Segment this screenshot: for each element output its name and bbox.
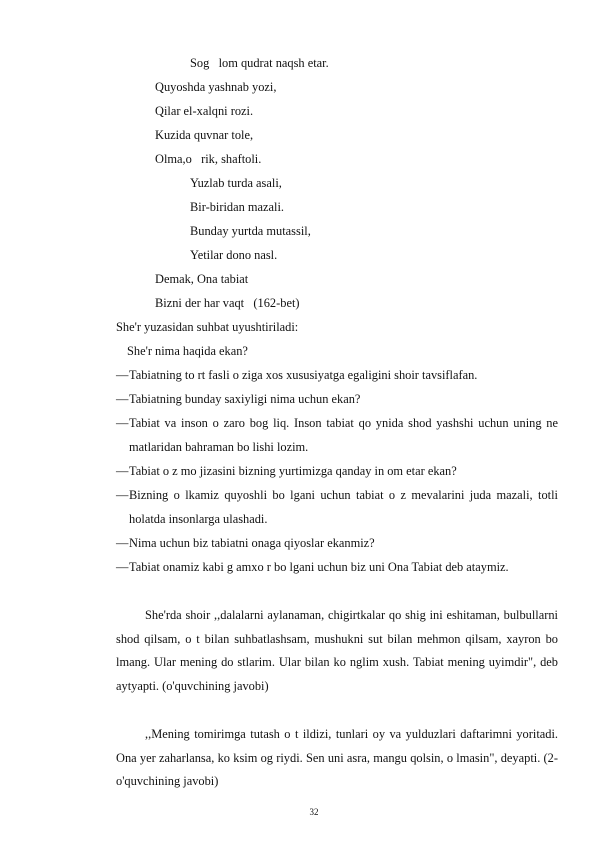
poem-line: Quyoshda yashnab yozi, (155, 80, 277, 94)
dash-marker: — (116, 464, 129, 478)
dialogue-item (116, 556, 558, 580)
poem-line: Bunday yurtda mutassil, (190, 224, 311, 238)
poem-line: Bir-biridan mazali. (190, 200, 285, 214)
dialogue-text: Tabiat va inson o zaro bog liq. Inson tabiat qo ynida shod yashshi uchun uning ne matlaridan bahraman bo lishi lozim. (129, 416, 558, 454)
poem-line: Demak, Ona tabiat (155, 272, 249, 286)
dialogue-text: Tabiatning bunday saxiyligi nima uchun ekan? (129, 392, 361, 406)
dash-marker: — (116, 368, 129, 382)
poem-line: Qilar el-xalqni rozi. (155, 104, 254, 118)
dialogue-item (116, 532, 558, 556)
poem-line: Bizni der har vaqt (162-bet) (155, 296, 300, 310)
intro-question: She'r nima haqida ekan? (127, 344, 248, 358)
dash-marker: — (116, 488, 129, 502)
poem-line: Olma,o rik, shaftoli. (155, 152, 262, 166)
poem-line: Yetilar dono nasl. (190, 248, 278, 262)
dash-marker: — (116, 560, 129, 574)
dialogue-item (116, 412, 558, 459)
dash-marker: — (116, 536, 129, 550)
poem-line: Kuzida quvnar tole, (155, 128, 254, 142)
dialogue-item (116, 364, 558, 388)
answer-paragraph: ,,Mening tomirimga tutash o t ildizi, tunlari oy va yulduzlari daftarimni yoritadi. Ona yer zaharlansa, ko ksim og riydi. Sen uni asra, mangu qolsin, o lmasin", deyapti. (2-o'quvchining javobi) (116, 727, 558, 788)
dash-marker: — (116, 416, 129, 430)
dialogue-text: Nima uchun biz tabiatni onaga qiyoslar ekanmiz? (129, 536, 375, 550)
dialogue-item (116, 484, 558, 531)
dialogue-text: Bizning o lkamiz quyoshli bo lgani uchun tabiat o z mevalarini juda mazali, totli holatda insonlarga ulashadi. (129, 488, 558, 526)
answer-paragraph: She'rda shoir ,,dalalarni aylanaman, chigirtkalar qo shig ini eshitaman, bulbullarni shod qilsam, o t bilan suhbatlashsam, mushukni sut bilan mehmon qilsam, xayron bo lmang. Ular mening do stlarim. Ular bilan ko nglim xush. Tabiat mening uyimdir", deb aytyapti. (o'quvchining javobi) (116, 608, 558, 693)
dialogue-text: Tabiat onamiz kabi g amxo r bo lgani uchun biz uni Ona Tabiat deb ataymiz. (129, 560, 509, 574)
dash-marker: — (116, 392, 129, 406)
poem-line: Yuzlab turda asali, (190, 176, 282, 190)
page-number: 32 (309, 807, 319, 817)
intro-line: She'r yuzasidan suhbat uyushtiriladi: (116, 320, 299, 334)
dialogue-text: Tabiat o z mo jizasini bizning yurtimizga qanday in om etar ekan? (129, 464, 457, 478)
dialogue-item (116, 460, 558, 484)
dialogue-item (116, 388, 558, 412)
dialogue-text: Tabiatning to rt fasli o ziga xos xususiyatga egaligini shoir tavsiflafan. (129, 368, 478, 382)
poem-line: Sog lom qudrat naqsh etar. (190, 56, 329, 70)
